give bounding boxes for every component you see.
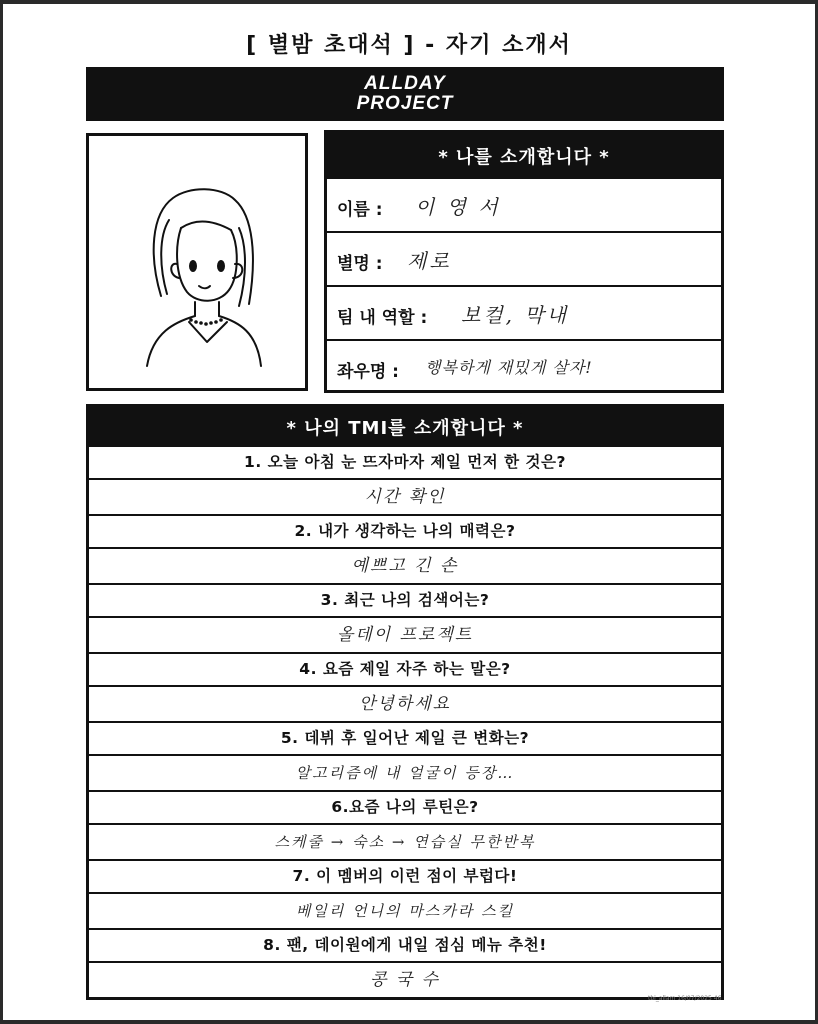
- frame-top-border: [0, 0, 818, 4]
- portrait-drawing-icon: [89, 136, 305, 388]
- name-label: 이름 :: [337, 200, 383, 220]
- intro-row-nickname: [327, 231, 721, 287]
- intro-row-role: [327, 285, 721, 341]
- motto-value: 행복하게 재밌게 살자!: [425, 358, 593, 377]
- role-label: 팀 내 역할 :: [337, 308, 428, 328]
- tmi-question: 5. 데뷔 후 일어난 제일 큰 변화는?: [89, 721, 721, 754]
- tmi-question: 8. 팬, 데이원에게 내일 점심 메뉴 추천!: [89, 928, 721, 961]
- tmi-header: * 나의 TMI를 소개합니다 *: [89, 407, 721, 445]
- tmi-question: 1. 오늘 아침 눈 뜨자마자 제일 먼저 한 것은?: [89, 445, 721, 478]
- intro-row-motto: [327, 339, 721, 390]
- logo-line-1: ALLDAY: [364, 73, 446, 94]
- tmi-question: 6.요즘 나의 루틴은?: [89, 790, 721, 823]
- tmi-answer: 콩 국 수: [89, 961, 721, 997]
- tmi-question: 4. 요즘 제일 자주 하는 말은?: [89, 652, 721, 685]
- role-value: 보컬, 막내: [461, 303, 569, 327]
- tmi-answer: 시간 확인: [89, 478, 721, 514]
- tmi-answer: 안녕하세요: [89, 685, 721, 721]
- logo-line-2: PROJECT: [356, 93, 454, 114]
- tmi-answer: 스케줄 → 숙소 → 연습실 무한반복: [89, 823, 721, 859]
- tmi-answer: 베일리 언니의 마스카라 스킬: [89, 892, 721, 928]
- tmi-answer: 예쁘고 긴 손: [89, 547, 721, 583]
- tmi-question: 2. 내가 생각하는 나의 매력은?: [89, 514, 721, 547]
- motto-label: 좌우명 :: [337, 362, 399, 382]
- page-title: [ 별밤 초대석 ] - 자기 소개서: [246, 33, 572, 58]
- nickname-label: 별명 :: [337, 254, 383, 274]
- tmi-question: 3. 최근 나의 검색어는?: [89, 583, 721, 616]
- portrait-drawing-box: [86, 133, 308, 391]
- intro-section: [324, 130, 724, 393]
- nickname-value: 제로: [407, 249, 452, 273]
- tmi-answer: 올데이 프로젝트: [89, 616, 721, 652]
- group-logo-banner: [86, 67, 724, 121]
- frame-left-border: [0, 0, 3, 1024]
- tmi-question: 7. 이 멤버의 이런 점이 부럽다!: [89, 859, 721, 892]
- intro-row-name: [327, 177, 721, 233]
- name-value: 이 영 서: [415, 195, 501, 219]
- tmi-answer: 알고리즘에 내 얼굴이 등장…: [89, 754, 721, 790]
- intro-header: * 나를 소개합니다 *: [327, 133, 721, 177]
- frame-bottom-border: [0, 1020, 818, 1024]
- tmi-section: [86, 404, 724, 1000]
- footer-stamp: tbi_allam 16/07/2025 46: [648, 995, 722, 1002]
